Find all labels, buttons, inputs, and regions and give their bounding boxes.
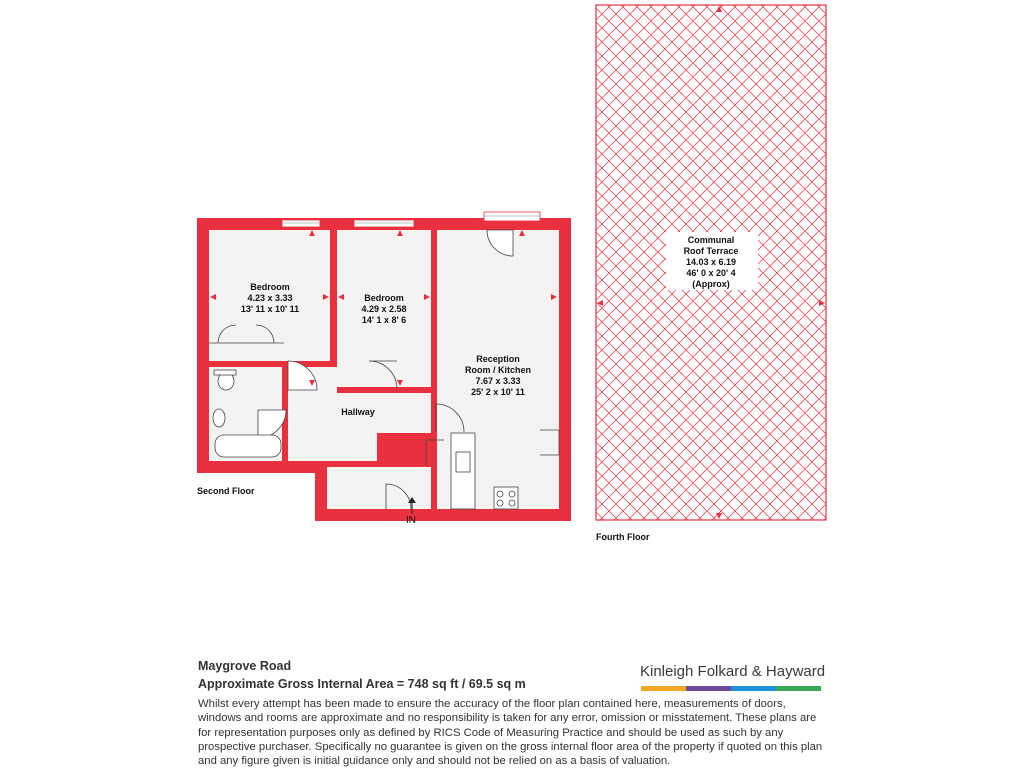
fourth-floor-label: Fourth Floor bbox=[596, 532, 650, 542]
reception-name-line-1: Reception bbox=[476, 354, 520, 364]
window-reception bbox=[484, 212, 540, 221]
bedroom-2-imperial: 14' 1 x 8' 6 bbox=[361, 315, 407, 325]
brand-name: Kinleigh Folkard & Hayward bbox=[640, 663, 826, 680]
reception-name-line-2: Room / Kitchen bbox=[464, 365, 532, 375]
brand-bar-segment bbox=[686, 686, 731, 691]
brand-bar-segment bbox=[641, 686, 686, 691]
sink bbox=[456, 452, 470, 472]
fourth-floor-plan bbox=[596, 5, 826, 520]
terrace-name-line-1: Communal bbox=[687, 235, 735, 245]
bedroom-2-metric: 4.29 x 2.58 bbox=[361, 304, 407, 314]
brand-color-bar bbox=[641, 686, 821, 691]
brand-bar-segment bbox=[776, 686, 821, 691]
window-bedroom-2 bbox=[354, 220, 414, 227]
bathtub bbox=[215, 435, 281, 457]
terrace-approx-note: (Approx) bbox=[692, 279, 730, 289]
cupboard-floor bbox=[343, 433, 371, 461]
bedroom-1-imperial: 13' 11 x 10' 11 bbox=[240, 304, 300, 314]
second-floor-plan bbox=[197, 212, 571, 521]
basin bbox=[213, 409, 225, 427]
terrace-name-line-2: Roof Terrace bbox=[683, 246, 739, 256]
disclaimer-text: Whilst every attempt has been made to ensure the accuracy of the floor plan contained here, measurements of doors, windows and rooms are approximate and no responsibility is taken for any error, omission or misstatement. These plans are for representation purposes only as defined by RICS Code of Measuring Practice and should be used as such by any prospective purchaser. Specifically no guarantee is given on the gross internal floor area of the property if quoted on this plan and any figure given is initial guidance only and should not be relied on as a basis of valuation. bbox=[198, 698, 823, 768]
entrance-label: IN bbox=[406, 515, 416, 526]
window-bedroom-1 bbox=[282, 220, 320, 227]
hallway-name: Hallway bbox=[341, 407, 375, 417]
terrace-imperial: 46' 0 x 20' 4 bbox=[686, 268, 736, 278]
reception-metric: 7.67 x 3.33 bbox=[475, 376, 521, 386]
bedroom-1-name: Bedroom bbox=[250, 282, 290, 292]
hob bbox=[494, 487, 518, 509]
brand-bar-segment bbox=[731, 686, 776, 691]
reception-imperial: 25' 2 x 10' 11 bbox=[471, 387, 525, 397]
terrace-metric: 14.03 x 6.19 bbox=[685, 257, 737, 267]
property-title: Maygrove Road bbox=[198, 659, 292, 673]
second-floor-label: Second Floor bbox=[197, 486, 255, 496]
gross-area-statement: Approximate Gross Internal Area = 748 sq ft / 69.5 sq m bbox=[198, 677, 526, 691]
bedroom-1-metric: 4.23 x 3.33 bbox=[247, 293, 293, 303]
bedroom-2-name: Bedroom bbox=[364, 293, 404, 303]
